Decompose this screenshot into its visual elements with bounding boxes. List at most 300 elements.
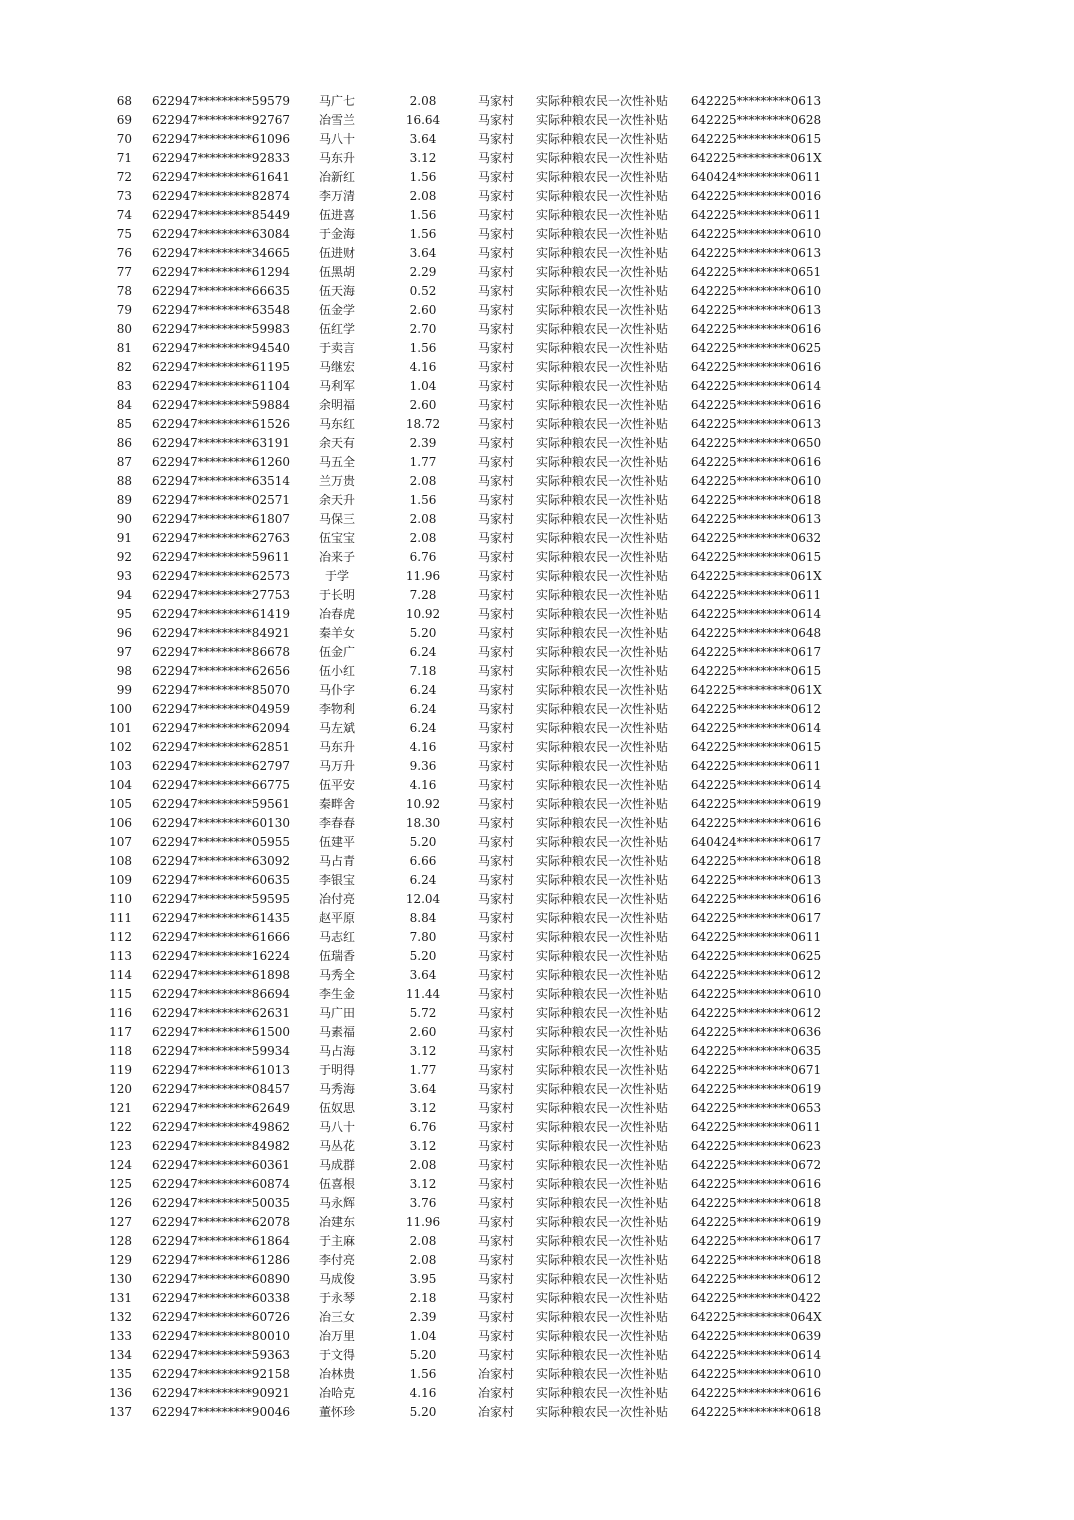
id-number: 642225*********0612 — [690, 1272, 822, 1286]
farmer-name: 马占青 — [318, 854, 355, 868]
village-name: 马家村 — [477, 550, 514, 564]
table-row — [0, 1156, 1074, 1175]
table-row — [0, 244, 1074, 263]
subsidy-amount: 1.77 — [409, 1063, 437, 1077]
subsidy-amount: 5.20 — [409, 626, 437, 640]
table-row — [0, 510, 1074, 529]
account-number: 622947*********61807 — [152, 512, 290, 526]
account-number: 622947*********61526 — [152, 417, 290, 431]
subsidy-amount: 6.24 — [409, 683, 437, 697]
table-row — [0, 529, 1074, 548]
village-name: 马家村 — [477, 493, 514, 507]
village-name: 马家村 — [477, 1253, 514, 1267]
row-number: 87 — [116, 455, 132, 469]
subsidy-amount: 3.64 — [409, 1082, 437, 1096]
account-number: 622947*********86678 — [152, 645, 290, 659]
farmer-name: 马秀全 — [318, 968, 355, 982]
table-row — [0, 1213, 1074, 1232]
table-row — [0, 396, 1074, 415]
farmer-name: 马东红 — [318, 417, 355, 431]
village-name: 马家村 — [477, 1234, 514, 1248]
village-name: 马家村 — [477, 930, 514, 944]
subsidy-type: 实际种粮农民一次性补贴 — [536, 588, 669, 602]
table-row — [0, 187, 1074, 206]
id-number: 642225*********0616 — [690, 398, 822, 412]
row-number: 137 — [109, 1405, 132, 1419]
subsidy-type: 实际种粮农民一次性补贴 — [536, 189, 669, 203]
subsidy-amount: 16.64 — [405, 113, 441, 127]
id-number: 642225*********0618 — [690, 1196, 822, 1210]
farmer-name: 马仆字 — [318, 683, 355, 697]
farmer-name: 马成群 — [318, 1158, 355, 1172]
subsidy-amount: 3.12 — [409, 1177, 437, 1191]
account-number: 622947*********59884 — [152, 398, 290, 412]
row-number: 77 — [116, 265, 132, 279]
account-number: 622947*********34665 — [152, 246, 290, 260]
row-number: 69 — [116, 113, 132, 127]
table-row — [0, 1346, 1074, 1365]
table-row — [0, 947, 1074, 966]
id-number: 642225*********0616 — [690, 892, 822, 906]
farmer-name: 冶林贵 — [318, 1367, 355, 1381]
village-name: 马家村 — [477, 1348, 514, 1362]
subsidy-amount: 3.12 — [409, 1101, 437, 1115]
account-number: 622947*********49862 — [152, 1120, 290, 1134]
id-number: 642225*********0422 — [690, 1291, 822, 1305]
id-number: 642225*********0618 — [690, 1405, 822, 1419]
farmer-name: 伍宝宝 — [318, 531, 355, 545]
subsidy-amount: 2.08 — [409, 1234, 437, 1248]
row-number: 75 — [116, 227, 132, 241]
subsidy-amount: 1.56 — [409, 208, 437, 222]
account-number: 622947*********61286 — [152, 1253, 290, 1267]
account-number: 622947*********66775 — [152, 778, 290, 792]
subsidy-type: 实际种粮农民一次性补贴 — [536, 1101, 669, 1115]
id-number: 642225*********061X — [690, 683, 822, 697]
farmer-name: 马万升 — [318, 759, 355, 773]
subsidy-type: 实际种粮农民一次性补贴 — [536, 1367, 669, 1381]
farmer-name: 余明福 — [318, 398, 355, 412]
subsidy-amount: 1.56 — [409, 227, 437, 241]
row-number: 74 — [116, 208, 132, 222]
subsidy-type: 实际种粮农民一次性补贴 — [536, 854, 669, 868]
table-row — [0, 1004, 1074, 1023]
subsidy-amount: 1.04 — [409, 379, 437, 393]
subsidy-type: 实际种粮农民一次性补贴 — [536, 702, 669, 716]
id-number: 640424*********0611 — [690, 170, 822, 184]
farmer-name: 马东升 — [318, 740, 355, 754]
subsidy-amount: 10.92 — [405, 607, 441, 621]
row-number: 129 — [109, 1253, 132, 1267]
subsidy-amount: 4.16 — [409, 360, 437, 374]
id-number: 642225*********0623 — [690, 1139, 822, 1153]
row-number: 120 — [109, 1082, 132, 1096]
table-row — [0, 1270, 1074, 1289]
subsidy-type: 实际种粮农民一次性补贴 — [536, 1215, 669, 1229]
farmer-name: 马八十 — [318, 1120, 355, 1134]
subsidy-amount: 2.60 — [409, 398, 437, 412]
account-number: 622947*********61195 — [152, 360, 290, 374]
account-number: 622947*********61435 — [152, 911, 290, 925]
row-number: 104 — [109, 778, 132, 792]
row-number: 70 — [116, 132, 132, 146]
table-row — [0, 1023, 1074, 1042]
subsidy-amount: 4.16 — [409, 778, 437, 792]
account-number: 622947*********61013 — [152, 1063, 290, 1077]
table-row — [0, 605, 1074, 624]
subsidy-type: 实际种粮农民一次性补贴 — [536, 360, 669, 374]
subsidy-amount: 1.56 — [409, 1367, 437, 1381]
farmer-name: 伍进喜 — [318, 208, 355, 222]
subsidy-amount: 2.08 — [409, 189, 437, 203]
subsidy-type: 实际种粮农民一次性补贴 — [536, 1139, 669, 1153]
subsidy-type: 实际种粮农民一次性补贴 — [536, 1310, 669, 1324]
account-number: 622947*********60874 — [152, 1177, 290, 1191]
subsidy-amount: 6.66 — [409, 854, 437, 868]
table-row — [0, 358, 1074, 377]
row-number: 91 — [116, 531, 132, 545]
village-name: 马家村 — [477, 417, 514, 431]
id-number: 642225*********0618 — [690, 854, 822, 868]
row-number: 92 — [116, 550, 132, 564]
id-number: 642225*********0615 — [690, 550, 822, 564]
table-row — [0, 985, 1074, 1004]
subsidy-amount: 2.08 — [409, 512, 437, 526]
row-number: 122 — [109, 1120, 132, 1134]
subsidy-type: 实际种粮农民一次性补贴 — [536, 607, 669, 621]
subsidy-type: 实际种粮农民一次性补贴 — [536, 740, 669, 754]
subsidy-type: 实际种粮农民一次性补贴 — [536, 227, 669, 241]
village-name: 马家村 — [477, 702, 514, 716]
farmer-name: 李付亮 — [318, 1253, 355, 1267]
account-number: 622947*********59363 — [152, 1348, 290, 1362]
account-number: 622947*********62797 — [152, 759, 290, 773]
table-row — [0, 1194, 1074, 1213]
farmer-name: 冶雪兰 — [318, 113, 355, 127]
id-number: 642225*********0619 — [690, 1082, 822, 1096]
id-number: 642225*********0648 — [690, 626, 822, 640]
village-name: 马家村 — [477, 227, 514, 241]
subsidy-type: 实际种粮农民一次性补贴 — [536, 246, 669, 260]
subsidy-amount: 7.18 — [409, 664, 437, 678]
village-name: 马家村 — [477, 721, 514, 735]
village-name: 马家村 — [477, 626, 514, 640]
row-number: 109 — [109, 873, 132, 887]
row-number: 123 — [109, 1139, 132, 1153]
account-number: 622947*********90921 — [152, 1386, 290, 1400]
village-name: 冶家村 — [477, 1405, 514, 1419]
subsidy-amount: 4.16 — [409, 740, 437, 754]
village-name: 马家村 — [477, 1120, 514, 1134]
id-number: 642225*********0611 — [690, 1120, 822, 1134]
subsidy-amount: 2.18 — [409, 1291, 437, 1305]
id-number: 642225*********0616 — [690, 1177, 822, 1191]
row-number: 107 — [109, 835, 132, 849]
id-number: 642225*********0610 — [690, 474, 822, 488]
subsidy-amount: 5.20 — [409, 1348, 437, 1362]
id-number: 642225*********0610 — [690, 987, 822, 1001]
farmer-name: 马志红 — [318, 930, 355, 944]
village-name: 马家村 — [477, 1158, 514, 1172]
table-row — [0, 643, 1074, 662]
village-name: 马家村 — [477, 455, 514, 469]
village-name: 马家村 — [477, 1025, 514, 1039]
subsidy-type: 实际种粮农民一次性补贴 — [536, 797, 669, 811]
row-number: 117 — [109, 1025, 132, 1039]
account-number: 622947*********92833 — [152, 151, 290, 165]
subsidy-type: 实际种粮农民一次性补贴 — [536, 1044, 669, 1058]
table-row — [0, 738, 1074, 757]
farmer-name: 冶哈克 — [318, 1386, 355, 1400]
row-number: 116 — [109, 1006, 132, 1020]
farmer-name: 余天升 — [318, 493, 355, 507]
table-row — [0, 320, 1074, 339]
farmer-name: 马左斌 — [318, 721, 355, 735]
table-row — [0, 1061, 1074, 1080]
village-name: 马家村 — [477, 968, 514, 982]
village-name: 马家村 — [477, 436, 514, 450]
row-number: 136 — [109, 1386, 132, 1400]
id-number: 642225*********0611 — [690, 930, 822, 944]
village-name: 马家村 — [477, 892, 514, 906]
id-number: 642225*********0613 — [690, 417, 822, 431]
table-row — [0, 168, 1074, 187]
subsidy-type: 实际种粮农民一次性补贴 — [536, 1405, 669, 1419]
id-number: 642225*********0615 — [690, 664, 822, 678]
id-number: 642225*********0610 — [690, 284, 822, 298]
account-number: 622947*********59561 — [152, 797, 290, 811]
row-number: 76 — [116, 246, 132, 260]
row-number: 124 — [109, 1158, 132, 1172]
row-number: 127 — [109, 1215, 132, 1229]
farmer-name: 伍喜根 — [318, 1177, 355, 1191]
subsidy-amount: 3.12 — [409, 151, 437, 165]
row-number: 78 — [116, 284, 132, 298]
table-row — [0, 1175, 1074, 1194]
row-number: 105 — [109, 797, 132, 811]
subsidy-type: 实际种粮农民一次性补贴 — [536, 170, 669, 184]
row-number: 72 — [116, 170, 132, 184]
table-row — [0, 1080, 1074, 1099]
id-number: 642225*********0616 — [690, 1386, 822, 1400]
farmer-name: 于长明 — [318, 588, 355, 602]
village-name: 马家村 — [477, 1006, 514, 1020]
account-number: 622947*********82874 — [152, 189, 290, 203]
id-number: 642225*********0616 — [690, 455, 822, 469]
subsidy-amount: 4.16 — [409, 1386, 437, 1400]
account-number: 622947*********63548 — [152, 303, 290, 317]
village-name: 马家村 — [477, 835, 514, 849]
farmer-name: 于永琴 — [318, 1291, 355, 1305]
row-number: 80 — [116, 322, 132, 336]
subsidy-type: 实际种粮农民一次性补贴 — [536, 892, 669, 906]
account-number: 622947*********61419 — [152, 607, 290, 621]
village-name: 马家村 — [477, 246, 514, 260]
subsidy-type: 实际种粮农民一次性补贴 — [536, 911, 669, 925]
id-number: 642225*********0610 — [690, 227, 822, 241]
subsidy-type: 实际种粮农民一次性补贴 — [536, 1234, 669, 1248]
village-name: 马家村 — [477, 1082, 514, 1096]
farmer-name: 伍金广 — [318, 645, 355, 659]
subsidy-amount: 18.72 — [405, 417, 441, 431]
subsidy-type: 实际种粮农民一次性补贴 — [536, 1063, 669, 1077]
row-number: 100 — [109, 702, 132, 716]
table-row — [0, 415, 1074, 434]
village-name: 马家村 — [477, 759, 514, 773]
row-number: 134 — [109, 1348, 132, 1362]
id-number: 642225*********0611 — [690, 759, 822, 773]
row-number: 101 — [109, 721, 132, 735]
farmer-name: 秦羊女 — [318, 626, 355, 640]
village-name: 马家村 — [477, 170, 514, 184]
row-number: 79 — [116, 303, 132, 317]
account-number: 622947*********84921 — [152, 626, 290, 640]
village-name: 马家村 — [477, 1215, 514, 1229]
account-number: 622947*********04959 — [152, 702, 290, 716]
account-number: 622947*********59983 — [152, 322, 290, 336]
subsidy-amount: 11.96 — [405, 1215, 441, 1229]
id-number: 642225*********0612 — [690, 702, 822, 716]
table-row — [0, 624, 1074, 643]
farmer-name: 马利军 — [318, 379, 355, 393]
row-number: 102 — [109, 740, 132, 754]
account-number: 622947*********60890 — [152, 1272, 290, 1286]
id-number: 642225*********0614 — [690, 1348, 822, 1362]
table-row — [0, 1232, 1074, 1251]
subsidy-type: 实际种粮农民一次性补贴 — [536, 113, 669, 127]
village-name: 马家村 — [477, 607, 514, 621]
subsidy-type: 实际种粮农民一次性补贴 — [536, 683, 669, 697]
village-name: 马家村 — [477, 1329, 514, 1343]
account-number: 622947*********61104 — [152, 379, 290, 393]
table-row — [0, 909, 1074, 928]
village-name: 马家村 — [477, 1196, 514, 1210]
farmer-name: 马丛花 — [318, 1139, 355, 1153]
id-number: 642225*********0625 — [690, 341, 822, 355]
account-number: 622947*********59595 — [152, 892, 290, 906]
subsidy-amount: 8.84 — [409, 911, 437, 925]
account-number: 622947*********59611 — [152, 550, 290, 564]
account-number: 622947*********60361 — [152, 1158, 290, 1172]
subsidy-type: 实际种粮农民一次性补贴 — [536, 1177, 669, 1191]
subsidy-type: 实际种粮农民一次性补贴 — [536, 1082, 669, 1096]
row-number: 99 — [116, 683, 132, 697]
id-number: 642225*********0616 — [690, 322, 822, 336]
id-number: 642225*********0619 — [690, 797, 822, 811]
farmer-name: 冶新红 — [318, 170, 355, 184]
subsidy-amount: 2.08 — [409, 531, 437, 545]
subsidy-amount: 3.64 — [409, 968, 437, 982]
village-name: 马家村 — [477, 911, 514, 925]
village-name: 马家村 — [477, 588, 514, 602]
row-number: 113 — [109, 949, 132, 963]
id-number: 642225*********0628 — [690, 113, 822, 127]
subsidy-amount: 5.72 — [409, 1006, 437, 1020]
subsidy-type: 实际种粮农民一次性补贴 — [536, 664, 669, 678]
village-name: 马家村 — [477, 816, 514, 830]
subsidy-type: 实际种粮农民一次性补贴 — [536, 835, 669, 849]
account-number: 622947*********61096 — [152, 132, 290, 146]
table-row — [0, 472, 1074, 491]
farmer-name: 伍瑞香 — [318, 949, 355, 963]
account-number: 622947*********59934 — [152, 1044, 290, 1058]
row-number: 112 — [109, 930, 132, 944]
subsidy-type: 实际种粮农民一次性补贴 — [536, 873, 669, 887]
subsidy-type: 实际种粮农民一次性补贴 — [536, 379, 669, 393]
subsidy-amount: 6.24 — [409, 721, 437, 735]
account-number: 622947*********62851 — [152, 740, 290, 754]
farmer-name: 马永辉 — [318, 1196, 355, 1210]
row-number: 97 — [116, 645, 132, 659]
table-row — [0, 586, 1074, 605]
subsidy-amount: 2.08 — [409, 474, 437, 488]
subsidy-amount: 11.44 — [405, 987, 441, 1001]
row-number: 128 — [109, 1234, 132, 1248]
subsidy-type: 实际种粮农民一次性补贴 — [536, 626, 669, 640]
subsidy-type: 实际种粮农民一次性补贴 — [536, 778, 669, 792]
account-number: 622947*********85449 — [152, 208, 290, 222]
subsidy-type: 实际种粮农民一次性补贴 — [536, 1348, 669, 1362]
row-number: 88 — [116, 474, 132, 488]
subsidy-amount: 1.56 — [409, 493, 437, 507]
village-name: 马家村 — [477, 512, 514, 526]
row-number: 85 — [116, 417, 132, 431]
id-number: 642225*********0672 — [690, 1158, 822, 1172]
subsidy-type: 实际种粮农民一次性补贴 — [536, 455, 669, 469]
id-number: 642225*********0616 — [690, 360, 822, 374]
subsidy-amount: 12.04 — [405, 892, 441, 906]
id-number: 642225*********0632 — [690, 531, 822, 545]
id-number: 642225*********0615 — [690, 740, 822, 754]
subsidy-amount: 5.20 — [409, 835, 437, 849]
id-number: 642225*********0610 — [690, 1367, 822, 1381]
table-row — [0, 1365, 1074, 1384]
account-number: 622947*********84982 — [152, 1139, 290, 1153]
table-row — [0, 966, 1074, 985]
table-row — [0, 434, 1074, 453]
table-row — [0, 1099, 1074, 1118]
row-number: 126 — [109, 1196, 132, 1210]
subsidy-type: 实际种粮农民一次性补贴 — [536, 1329, 669, 1343]
id-number: 642225*********0612 — [690, 968, 822, 982]
account-number: 622947*********80010 — [152, 1329, 290, 1343]
id-number: 642225*********0613 — [690, 94, 822, 108]
table-row — [0, 1384, 1074, 1403]
id-number: 642225*********0611 — [690, 208, 822, 222]
subsidy-type: 实际种粮农民一次性补贴 — [536, 930, 669, 944]
subsidy-type: 实际种粮农民一次性补贴 — [536, 284, 669, 298]
subsidy-amount: 9.36 — [409, 759, 437, 773]
farmer-name: 李万清 — [318, 189, 355, 203]
table-row — [0, 111, 1074, 130]
farmer-name: 赵平原 — [318, 911, 355, 925]
id-number: 642225*********0614 — [690, 778, 822, 792]
village-name: 马家村 — [477, 664, 514, 678]
account-number: 622947*********63191 — [152, 436, 290, 450]
subsidy-amount: 2.39 — [409, 1310, 437, 1324]
farmer-name: 马秀海 — [318, 1082, 355, 1096]
row-number: 118 — [109, 1044, 132, 1058]
subsidy-type: 实际种粮农民一次性补贴 — [536, 417, 669, 431]
table-row — [0, 149, 1074, 168]
row-number: 93 — [116, 569, 132, 583]
subsidy-type: 实际种粮农民一次性补贴 — [536, 1158, 669, 1172]
table-row — [0, 700, 1074, 719]
row-number: 130 — [109, 1272, 132, 1286]
table-row — [0, 567, 1074, 586]
subsidy-amount: 2.39 — [409, 436, 437, 450]
row-number: 94 — [116, 588, 132, 602]
